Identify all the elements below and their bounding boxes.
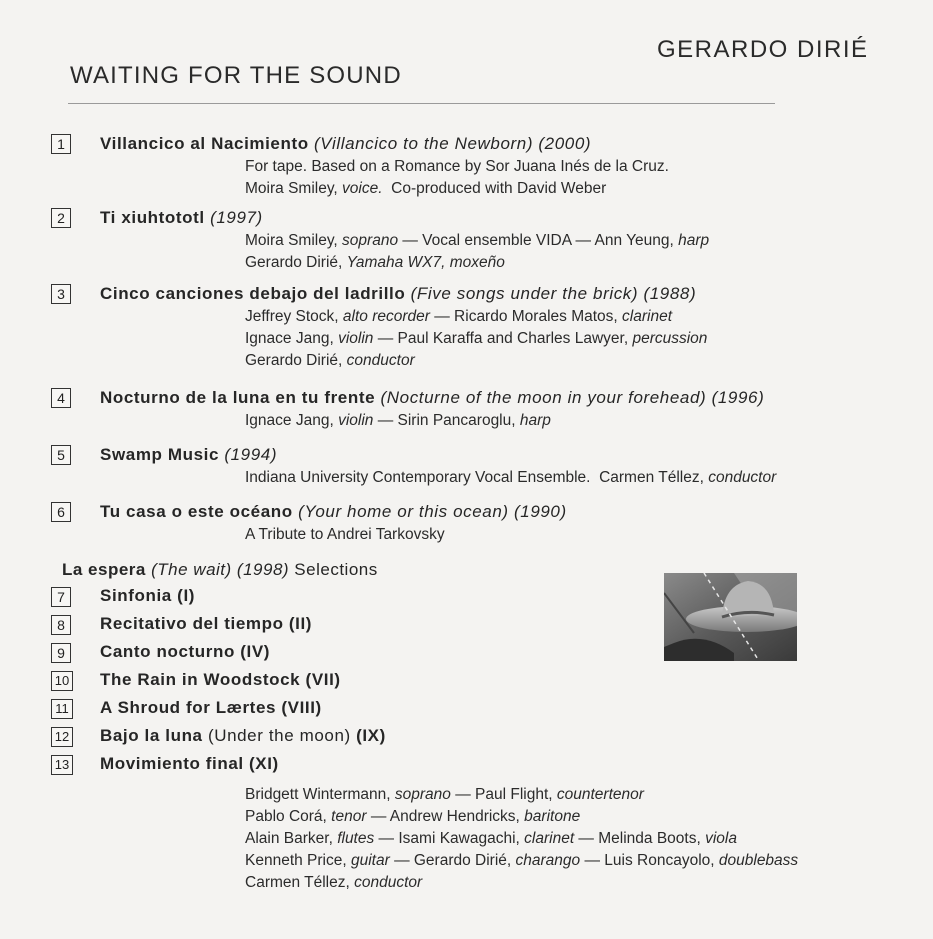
- track-title: Villancico al Nacimiento: [100, 134, 309, 153]
- detail-line: For tape. Based on a Romance by Sor Juana Inés de la Cruz.: [245, 158, 669, 175]
- detail-line: Gerardo Dirié, conductor: [245, 352, 415, 369]
- track-number-box: 11: [51, 699, 73, 719]
- work-heading: [62, 560, 378, 580]
- detail-line: Ignace Jang, violin — Paul Karaffa and Charles Lawyer, percussion: [245, 330, 708, 347]
- movement-title: Sinfonia (I): [100, 586, 196, 605]
- track-title-row: [100, 445, 277, 465]
- track-number-box: 12: [51, 727, 73, 747]
- movement-title: A Shroud for Lærtes (VIII): [100, 698, 322, 717]
- track-number-box: 10: [51, 671, 73, 691]
- track-number-box: 8: [51, 615, 71, 635]
- track-number-box: 3: [51, 284, 71, 304]
- track-subtitle: (Nocturne of the moon in your forehead) (1996): [380, 388, 765, 407]
- detail-line: A Tribute to Andrei Tarkovsky: [245, 526, 445, 543]
- detail-line: Carmen Téllez, conductor: [245, 874, 423, 891]
- detail-line: Moira Smiley, voice. Co-produced with David Weber: [245, 180, 607, 197]
- track-title-row: [100, 388, 764, 408]
- divider-rule: [68, 103, 775, 104]
- track-title: Cinco canciones debajo del ladrillo: [100, 284, 406, 303]
- track-title: Nocturno de la luna en tu frente: [100, 388, 376, 407]
- track-number-box: 4: [51, 388, 71, 408]
- track-number-box: 13: [51, 755, 73, 775]
- movement-title: Movimiento final (XI): [100, 754, 279, 773]
- track-number-box: 6: [51, 502, 71, 522]
- movement-title: Recitativo del tiempo (II): [100, 614, 313, 633]
- track-title: Swamp Music: [100, 445, 220, 464]
- composer-name: GERARDO DIRIÉ: [657, 36, 869, 63]
- track-detail: [245, 230, 709, 274]
- work-suffix: Selections: [294, 560, 378, 579]
- detail-line: Bridgett Wintermann, soprano — Paul Flight, countertenor: [245, 786, 644, 803]
- track-detail: [245, 524, 445, 546]
- track-detail: [245, 410, 551, 432]
- detail-line: Kenneth Price, guitar — Gerardo Dirié, charango — Luis Roncayolo, doublebass: [245, 852, 799, 869]
- track-subtitle: (Your home or this ocean) (1990): [298, 502, 567, 521]
- track-detail: [245, 467, 776, 489]
- detail-line: Moira Smiley, soprano — Vocal ensemble VIDA — Ann Yeung, harp: [245, 232, 710, 249]
- track-title-row: [100, 208, 263, 228]
- movement-title: Canto nocturno (IV): [100, 642, 271, 661]
- track-subtitle: (1997): [210, 208, 263, 227]
- track-number-box: 2: [51, 208, 71, 228]
- track-title-row: [100, 284, 696, 304]
- detail-line: Indiana University Contemporary Vocal Ensemble. Carmen Téllez, conductor: [245, 469, 777, 486]
- track-title: Tu casa o este océano: [100, 502, 293, 521]
- detail-line: Gerardo Dirié, Yamaha WX7, moxeño: [245, 254, 505, 271]
- track-number-box: 1: [51, 134, 71, 154]
- movement-title: Bajo la luna (Under the moon) (IX): [100, 726, 386, 745]
- track-number-box: 7: [51, 587, 71, 607]
- detail-line: Pablo Corá, tenor — Andrew Hendricks, baritone: [245, 808, 581, 825]
- track-number-box: 5: [51, 445, 71, 465]
- track-detail: [245, 306, 707, 372]
- photo-hat-image: [664, 573, 797, 661]
- track-detail: [245, 156, 669, 200]
- movement-title: The Rain in Woodstock (VII): [100, 670, 341, 689]
- track-subtitle: (Five songs under the brick) (1988): [410, 284, 697, 303]
- work-subtitle: (The wait) (1998): [151, 560, 290, 579]
- track-title-row: [100, 134, 591, 154]
- album-title: WAITING FOR THE SOUND: [70, 62, 402, 89]
- detail-line: Jeffrey Stock, alto recorder — Ricardo Morales Matos, clarinet: [245, 308, 672, 325]
- track-number-box: 9: [51, 643, 71, 663]
- espera-credits: [245, 784, 798, 894]
- track-title-row: [100, 502, 567, 522]
- work-title: La espera: [62, 560, 146, 579]
- detail-line: Alain Barker, flutes — Isami Kawagachi, clarinet — Melinda Boots, viola: [245, 830, 737, 847]
- detail-line: Ignace Jang, violin — Sirin Pancaroglu, harp: [245, 412, 551, 429]
- track-subtitle: (1994): [224, 445, 278, 464]
- track-subtitle: (Villancico to the Newborn) (2000): [314, 134, 592, 153]
- track-title: Ti xiuhtototl: [100, 208, 205, 227]
